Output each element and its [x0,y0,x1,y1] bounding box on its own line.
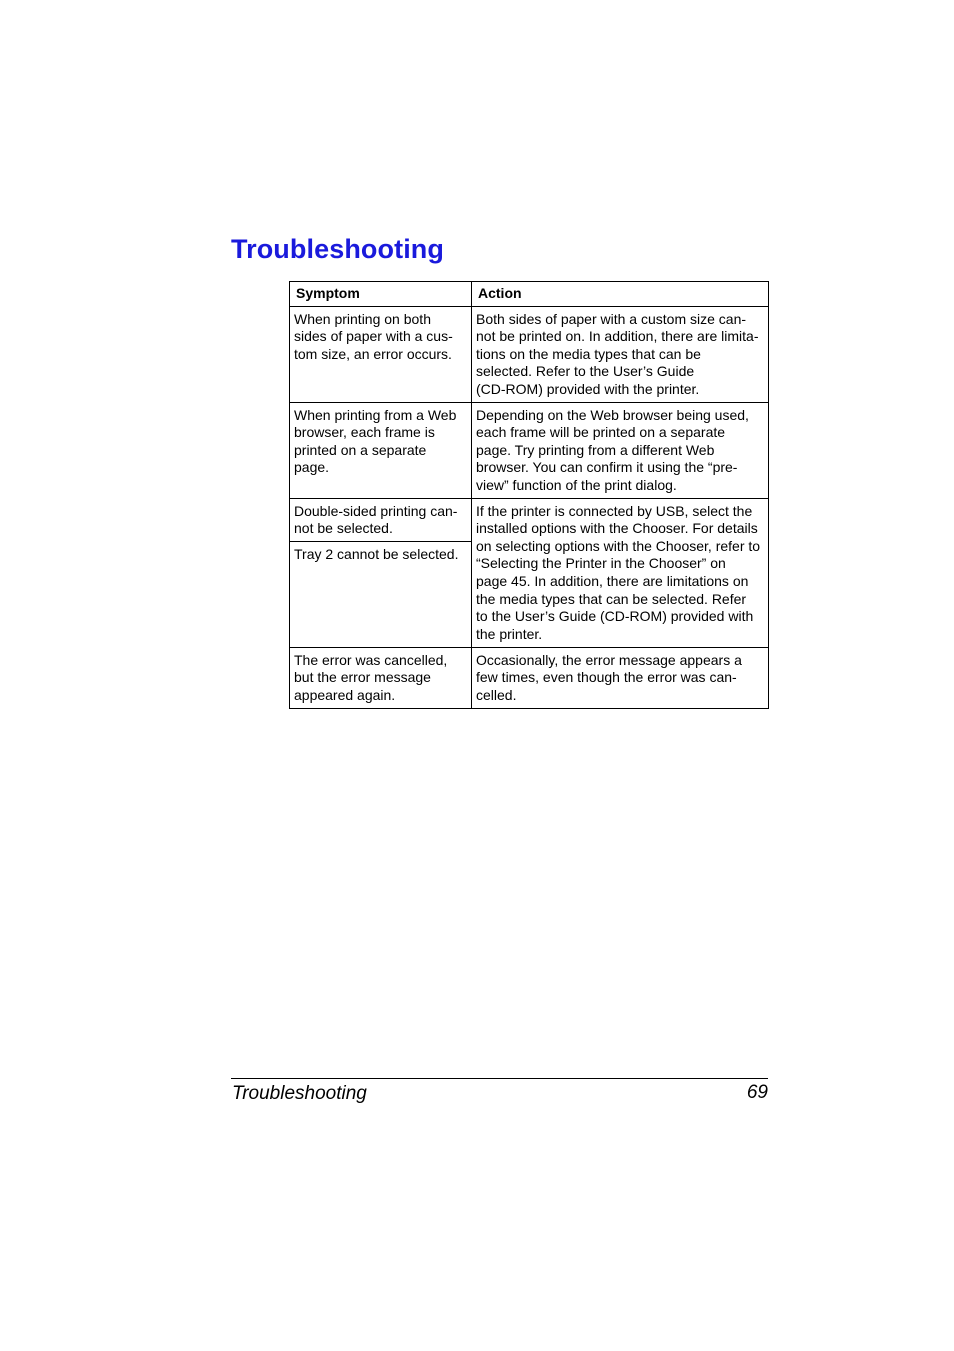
action-line: Occasionally, the error message appears a [476,651,742,668]
symptom-line: tom size, an error occurs. [294,345,452,362]
table-row [290,402,769,498]
symptom-cell [290,541,472,647]
symptom-line: appeared again. [294,686,396,703]
symptom-cell [290,402,472,498]
action-line: tions on the media types that can be [476,345,701,362]
action-line: installed options with the Chooser. For details [476,520,758,537]
column-header-symptom: Symptom [290,282,472,307]
symptom-line: page. [294,459,330,476]
symptom-line: but the error message [294,669,431,686]
action-line: to the User’s Guide (CD-ROM) provided with [476,608,754,625]
action-line: on selecting options with the Chooser, refer to [476,537,761,554]
page-number: 69 [746,1082,768,1103]
symptom-line: printed on a separate [294,441,427,458]
action-line: (CD-ROM) provided with the printer. [476,380,700,397]
action-cell [472,402,769,498]
table-row [290,498,769,541]
symptom-cell [290,498,472,541]
table-header-row [290,282,769,307]
footer-divider [231,1078,768,1079]
symptom-line: browser, each frame is [294,424,435,441]
troubleshooting-table [289,281,769,709]
action-line: page. Try printing from a different Web [476,441,715,458]
action-line: If the printer is connected by USB, select the [476,502,753,519]
symptom-line: sides of paper with a cus- [294,328,453,345]
symptom-line: not be selected. [294,520,393,537]
action-line: celled. [476,686,517,703]
action-line: selected. Refer to the User’s Guide [476,363,695,380]
action-line: the media types that can be selected. Refer [476,590,747,607]
action-line: Depending on the Web browser being used, [476,406,749,423]
action-line: few times, even though the error was can- [476,669,737,686]
symptom-cell [290,306,472,402]
action-cell [472,647,769,708]
action-line: “Selecting the Printer in the Chooser” on [476,555,726,572]
table-row [290,306,769,402]
column-header-action: Action [472,282,769,307]
action-line: browser. You can confirm it using the “pre- [476,459,738,476]
action-line: the printer. [476,625,543,642]
action-line: each frame will be printed on a separate [476,424,726,441]
symptom-line: Double-sided printing can- [294,502,458,519]
action-line: view” function of the print dialog. [476,476,677,493]
symptom-line: Tray 2 cannot be selected. [294,545,459,562]
footer-section-title: Troubleshooting [232,1083,367,1104]
symptom-line: The error was cancelled, [294,651,448,668]
action-line: not be printed on. In addition, there are limita- [476,328,759,345]
action-cell [472,306,769,402]
action-line: page 45. In addition, there are limitations on [476,572,749,589]
symptom-line: When printing from a Web [294,406,457,423]
page-title: Troubleshooting [231,234,444,264]
action-line: Both sides of paper with a custom size can- [476,310,747,327]
table-row [290,647,769,708]
symptom-line: When printing on both [294,310,431,327]
action-cell [472,498,769,647]
symptom-cell [290,647,472,708]
